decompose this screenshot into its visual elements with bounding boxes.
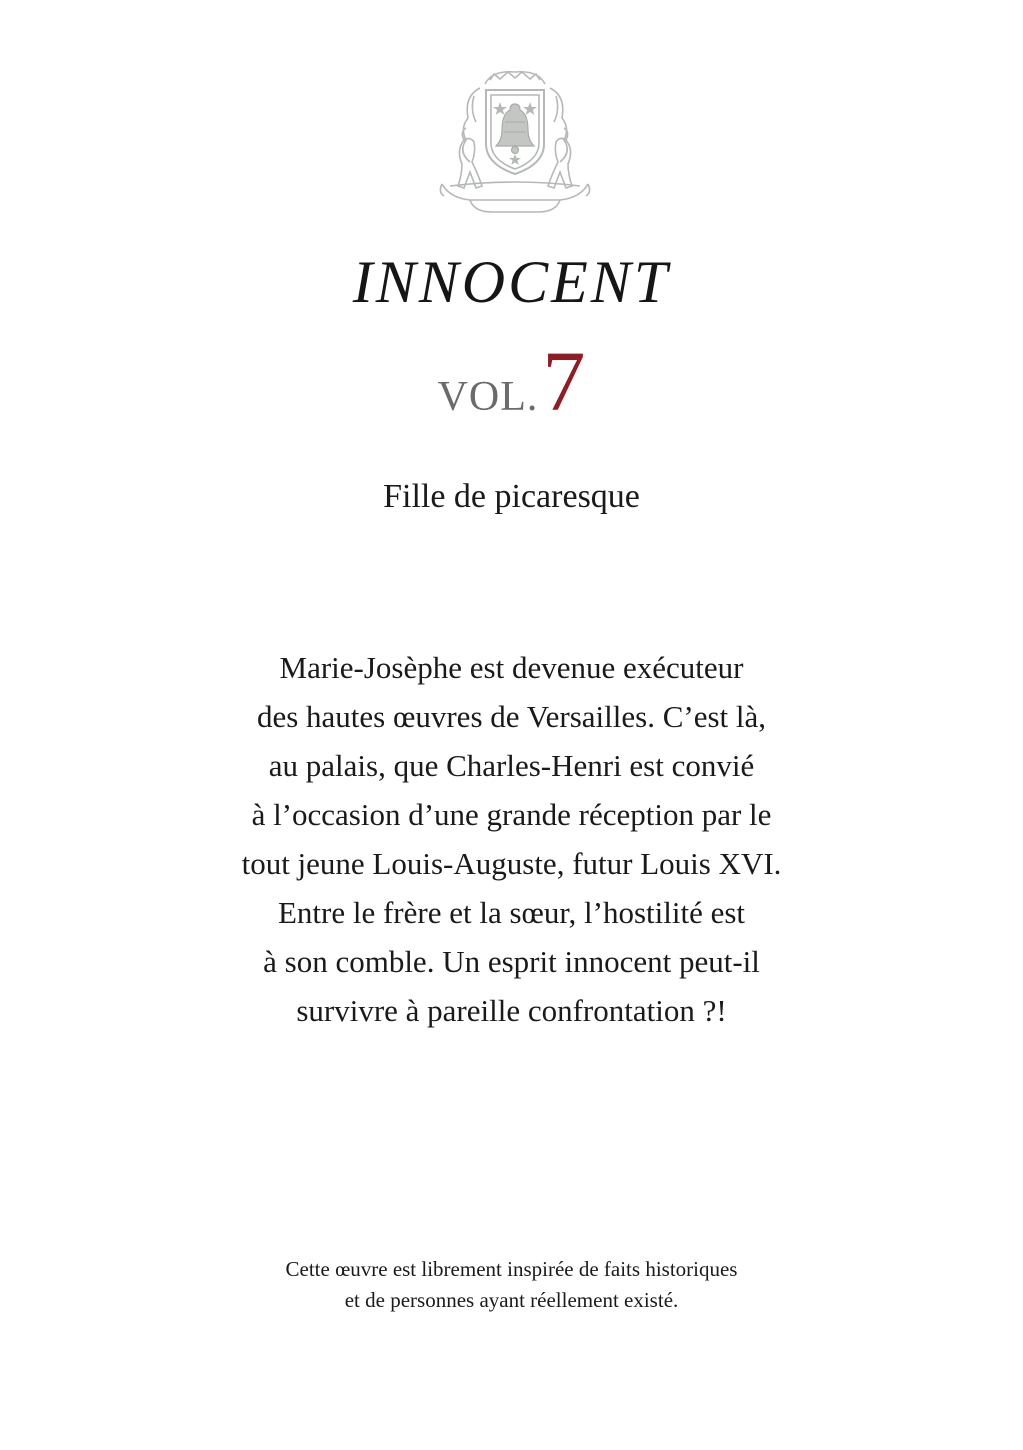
volume-subtitle: Fille de picaresque (383, 478, 640, 515)
synopsis-line: Marie-Josèphe est devenue exécuteur (279, 650, 744, 685)
synopsis-line: au palais, que Charles-Henri est convié (268, 748, 755, 783)
synopsis-line: à l’occasion d’une grande réception par le (251, 797, 772, 832)
historical-disclaimer (150, 1254, 873, 1316)
synopsis-line: survivre à pareille confrontation ?! (296, 993, 727, 1028)
synopsis-line: tout jeune Louis-Auguste, futur Louis XVI. (241, 846, 782, 881)
volume-line (0, 333, 1023, 429)
bell-coat-of-arms-icon (430, 66, 600, 218)
synopsis-paragraph (150, 643, 873, 1035)
synopsis-line: des hautes œuvres de Versailles. C’est là, (256, 699, 767, 734)
disclaimer-line: Cette œuvre est librement inspirée de faits historiques (285, 1257, 738, 1281)
coat-of-arms-emblem (430, 66, 600, 218)
disclaimer-line: et de personnes ayant réellement existé. (344, 1288, 679, 1312)
volume-number: 7 (542, 333, 586, 429)
volume-label: VOL. (437, 374, 539, 420)
synopsis-line: Entre le frère et la sœur, l’hostilité est (277, 895, 746, 930)
synopsis-line: à son comble. Un esprit innocent peut-il (263, 944, 760, 979)
series-title: INNOCENT (352, 249, 671, 315)
